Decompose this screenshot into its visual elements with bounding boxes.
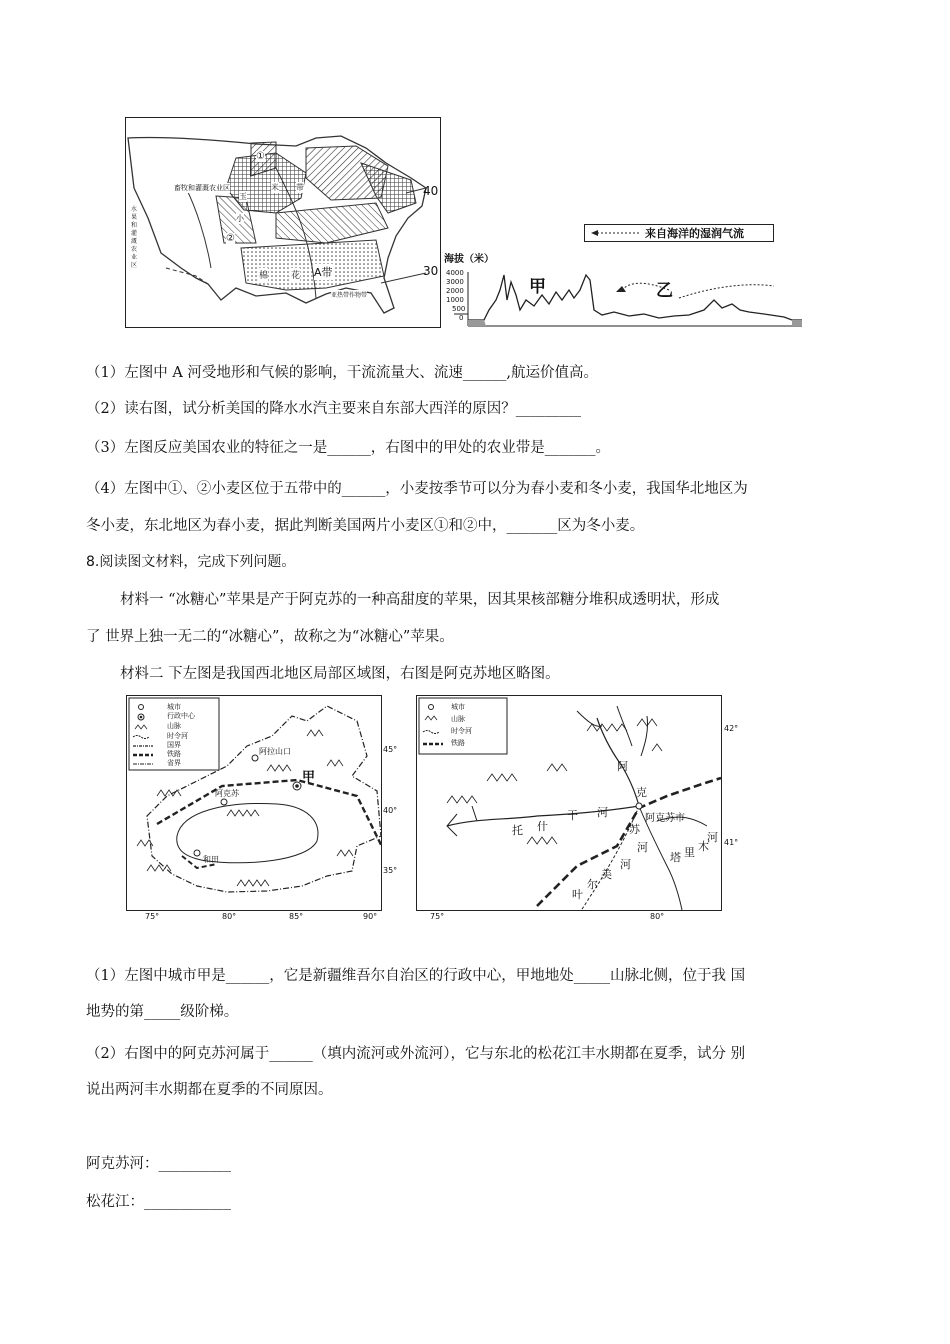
- subtropical-belt-label: 亚热带作物带: [331, 292, 368, 299]
- aksu-legend-railway: 铁路: [451, 739, 465, 747]
- us-agriculture-map: [125, 117, 441, 328]
- elevation-tick-0: 0: [459, 314, 464, 322]
- q7-line-5: 冬小麦，东北地区为春小麦，据此判断美国两片小麦区①和②中，_______区为冬小麦。: [86, 518, 645, 534]
- aksu-lat-42: 42°: [724, 724, 739, 733]
- aksu-lat-41: 41°: [724, 838, 739, 847]
- tarim-char-ta: 塔: [670, 851, 681, 864]
- profile-yi-label: 乙: [656, 281, 673, 301]
- circle-2-label: ②: [226, 233, 235, 244]
- profile-jia-label: 甲: [529, 277, 546, 297]
- alashankou-label: 阿拉山口: [259, 747, 291, 756]
- material-1-line-1: 材料一 “冰糖心”苹果是产于阿克苏的一种高甜度的苹果，因其果核部糖分堆积成透明状，形成: [120, 592, 720, 608]
- nw-lon-75: 75°: [145, 912, 160, 921]
- moist-airflow-legend: 来自海洋的湿润气流: [584, 224, 774, 242]
- circle-1-label: ①: [256, 151, 265, 162]
- aksu-region-map: [416, 695, 722, 911]
- elevation-tick-500: 500: [452, 305, 466, 313]
- aksu-river-char-he: 河: [637, 841, 648, 854]
- latitude-40-label: 40: [423, 184, 439, 198]
- yarkand-char-he: 河: [620, 858, 631, 871]
- toshkan-char-gan: 干: [567, 809, 578, 822]
- toshkan-char-he: 河: [597, 806, 608, 819]
- aksu-lon-75: 75°: [430, 912, 445, 921]
- nw-legend-railway: 铁路: [167, 750, 181, 758]
- label-fruit-irrigated: 水果和灌溉农业区: [131, 206, 138, 269]
- nw-lon-80: 80°: [222, 912, 237, 921]
- elevation-tick-1000: 1000: [446, 296, 464, 304]
- q8-title: 8.阅读图文材料，完成下列问题。: [86, 554, 296, 570]
- q7-line-2: （2）读右图，试分析美国的降水水汽主要来自东部大西洋的原因？_________: [86, 401, 581, 417]
- q7-line-3: （3）左图反应美国农业的特征之一是______，右图中的甲处的农业带是_______。: [86, 440, 610, 456]
- aksu-river-char-ke: 克: [636, 786, 647, 799]
- nw-legend-admin-center: 行政中心: [167, 712, 195, 720]
- nw-legend-mountain: 山脉: [167, 722, 181, 730]
- toshkan-char-shi: 什: [537, 820, 548, 833]
- corn-label-1: 玉: [239, 192, 247, 201]
- tarim-char-he: 河: [707, 831, 718, 844]
- latitude-30-label: 30: [423, 264, 439, 278]
- aksu-lon-80: 80°: [650, 912, 665, 921]
- q7-line-4: （4）左图中①、②小麦区位于五带中的______，小麦按季节可以分为春小麦和冬小麦，我国华北地区为: [86, 481, 748, 497]
- songhua-river-answer: 松花江：____________: [86, 1194, 231, 1210]
- yarkand-char-qiang: 美: [601, 868, 612, 881]
- corn-label-2: 米: [271, 183, 279, 192]
- nw-lat-35: 35°: [383, 866, 398, 875]
- nw-legend-seasonal-river: 时令河: [167, 732, 188, 740]
- tarim-char-mu: 木: [698, 840, 709, 853]
- aksu-river-answer: 阿克苏河：__________: [86, 1156, 231, 1172]
- aksu-river-char-su: 苏: [629, 823, 640, 836]
- aksu-legend-city: 城市: [451, 703, 465, 711]
- aksu-river-char-a: 阿: [617, 760, 628, 773]
- nw-legend-city: 城市: [167, 703, 181, 711]
- nw-lon-85: 85°: [289, 912, 304, 921]
- nw-lat-45: 45°: [383, 745, 398, 754]
- corn-label-3: 带: [296, 183, 304, 192]
- material-1-line-2: 了 世界上独一无二的“冰糖心”，故称之为“冰糖心”苹果。: [86, 629, 454, 645]
- terrain-profile-figure: [444, 220, 804, 332]
- cotton-label-2: 花: [291, 268, 300, 281]
- material-2-line: 材料二 下左图是我国西北地区局部区域图，右图是阿克苏地区略图。: [120, 666, 560, 682]
- cotton-belt-region: [241, 240, 384, 290]
- label-pastoral-irrigated: 畜牧和灌溉农业区: [174, 184, 230, 192]
- northwest-china-map: [126, 695, 382, 911]
- yarkand-char-er: 尔: [587, 878, 598, 891]
- yarkand-char-ye: 叶: [572, 888, 583, 901]
- elevation-tick-4000: 4000: [446, 269, 464, 277]
- nw-legend-border: 国界: [167, 741, 181, 749]
- q8-sub1-line-2: 地势的第_____级阶梯。: [86, 1004, 239, 1020]
- wheat-label: 小: [236, 214, 244, 223]
- nw-lon-90: 90°: [363, 912, 378, 921]
- nw-lat-40: 40°: [383, 806, 398, 815]
- hetian-label: 和田: [203, 855, 219, 864]
- q8-sub1-line-1: （1）左图中城市甲是______，它是新疆维吾尔自治区的行政中心，甲地地处_____山脉北侧，位于我 国: [86, 968, 746, 984]
- aksu-city-label: 阿克苏市: [645, 813, 685, 824]
- cotton-label-1: 棉: [259, 268, 268, 281]
- aksu-legend-mountain: 山脉: [451, 715, 465, 723]
- tarim-char-li: 里: [684, 846, 695, 859]
- aksu-legend-seasonal-river: 时令河: [451, 727, 472, 735]
- toshkan-char-tuo: 托: [512, 824, 523, 837]
- elevation-tick-2000: 2000: [446, 287, 464, 295]
- elevation-tick-3000: 3000: [446, 278, 464, 286]
- q8-sub2-line-1: （2）右图中的阿克苏河属于______（填内流河或外流河），它与东北的松花江丰水期都在夏季，试分 别: [86, 1046, 746, 1062]
- nw-jia-label: 甲: [302, 770, 316, 785]
- a-belt-label: A带: [314, 266, 333, 279]
- q8-sub2-line-2: 说出两河丰水期都在夏季的不同原因。: [86, 1082, 333, 1098]
- elevation-title: 海拔（米）: [444, 254, 494, 265]
- nw-aksu-label: 阿克苏: [215, 789, 239, 798]
- q7-line-1: （1）左图中 A 河受地形和气候的影响，干流流量大、流速______,航运价值高。: [86, 365, 599, 381]
- nw-legend-provincial-border: 省界: [167, 759, 181, 767]
- general-farming-region: [276, 203, 388, 243]
